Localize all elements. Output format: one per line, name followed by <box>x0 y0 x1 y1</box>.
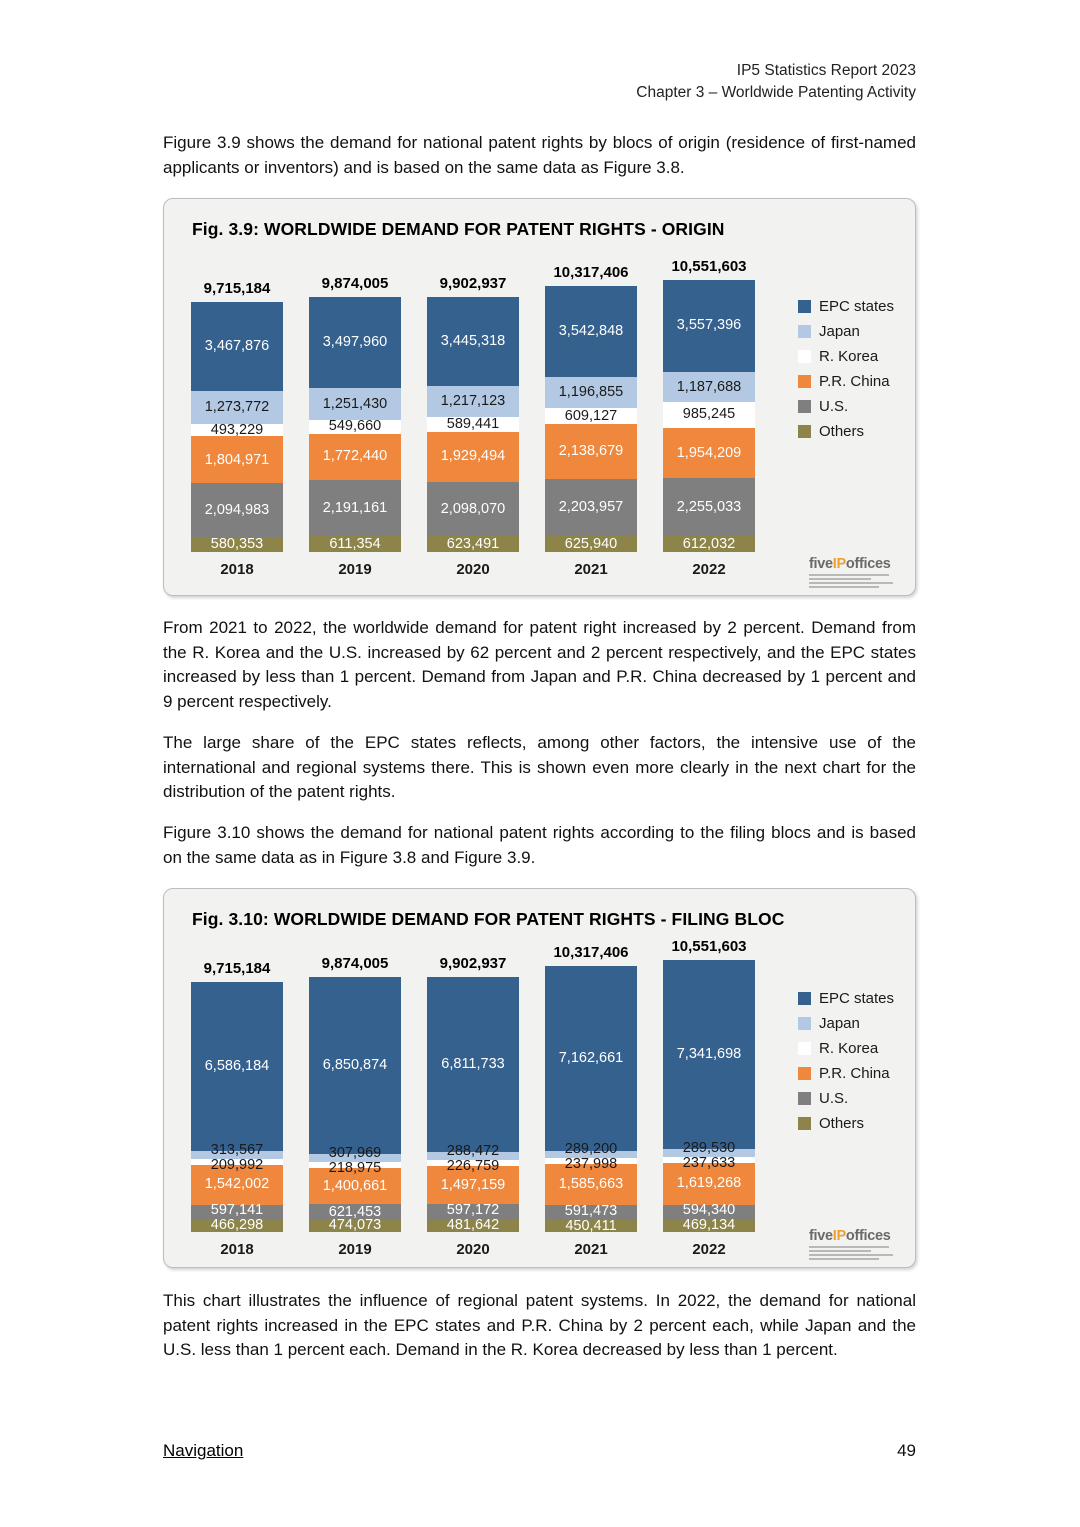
bar-total-label: 9,874,005 <box>321 275 389 293</box>
u-s-segment <box>191 483 283 537</box>
others-segment <box>663 1220 755 1232</box>
u-s-segment <box>663 478 755 536</box>
segment-value-label: 1,772,440 <box>322 448 388 465</box>
legend-label: EPC states <box>819 990 895 1007</box>
legend-label: U.S. <box>819 1090 849 1107</box>
segment-value-label: 1,217,123 <box>440 392 506 409</box>
u-s-segment <box>427 482 519 536</box>
logo-ip: IP <box>832 1228 846 1244</box>
legend-item-epc-states <box>798 990 894 1007</box>
legend-label: U.S. <box>819 398 849 415</box>
segment-value-label: 1,929,494 <box>440 448 506 465</box>
logo-five: five <box>809 556 833 572</box>
epc-states-segment <box>427 977 519 1153</box>
japan-swatch-icon <box>798 1017 811 1030</box>
navigation-link[interactable]: Navigation <box>163 1441 244 1460</box>
segment-value-label: 623,491 <box>446 535 500 552</box>
p-r-china-segment <box>191 436 283 483</box>
bar-total-label: 9,874,005 <box>321 955 389 973</box>
segment-value-label: 466,298 <box>210 1217 264 1234</box>
paragraph-fig10-intro: Figure 3.10 shows the demand for national patent rights according to the filing blocs and is based on the same data as in Figure 3.8 and Figure 3.9. <box>163 823 916 867</box>
segment-value-label: 1,400,661 <box>322 1177 388 1194</box>
epc-states-swatch-icon <box>798 992 811 1005</box>
stacked-bar <box>545 286 637 552</box>
japan-segment <box>427 386 519 417</box>
segment-value-label: 3,467,876 <box>204 337 270 354</box>
legend-label: Others <box>819 423 865 440</box>
bar-total-label: 10,317,406 <box>553 264 629 282</box>
bar-column <box>178 932 296 1258</box>
others-segment <box>427 536 519 552</box>
figure-3-9-legend <box>798 298 894 578</box>
figure-3-10-chart-card <box>163 888 916 1268</box>
others-swatch-icon <box>798 1117 811 1130</box>
segment-value-label: 1,804,971 <box>204 451 270 468</box>
legend-item-japan <box>798 1015 894 1032</box>
category-label: 2021 <box>574 1241 608 1258</box>
segment-value-label: 1,954,209 <box>676 444 742 461</box>
p-r-china-swatch-icon <box>798 375 811 388</box>
category-label: 2020 <box>456 561 490 578</box>
segment-value-label: 474,073 <box>328 1217 382 1234</box>
p-r-china-swatch-icon <box>798 1067 811 1080</box>
segment-value-label: 589,441 <box>446 416 500 433</box>
category-label: 2018 <box>220 1241 254 1258</box>
segment-value-label: 313,567 <box>210 1142 264 1159</box>
segment-value-label: 3,497,960 <box>322 334 388 351</box>
figure-3-10-stacked-bars <box>178 932 770 1258</box>
segment-value-label: 3,445,318 <box>440 332 506 349</box>
category-label: 2019 <box>338 561 372 578</box>
others-segment <box>191 1220 283 1232</box>
r-korea-swatch-icon <box>798 1042 811 1055</box>
segment-value-label: 7,162,661 <box>558 1050 624 1067</box>
report-title: IP5 Statistics Report 2023 <box>736 62 916 79</box>
legend-label: Japan <box>819 323 860 340</box>
segment-value-label: 1,497,159 <box>440 1176 506 1193</box>
stacked-bar <box>427 977 519 1232</box>
legend-item-u-s <box>798 398 894 415</box>
others-swatch-icon <box>798 425 811 438</box>
figure-3-9-chart-card <box>163 198 916 596</box>
legend-label: R. Korea <box>819 1040 879 1057</box>
segment-value-label: 1,251,430 <box>322 395 388 412</box>
segment-value-label: 7,341,698 <box>676 1046 742 1062</box>
segment-value-label: 237,633 <box>682 1155 736 1172</box>
legend-label: P.R. China <box>819 373 890 390</box>
segment-value-label: 2,191,161 <box>322 499 388 516</box>
segment-value-label: 594,340 <box>682 1202 736 1219</box>
segment-value-label: 612,032 <box>682 535 736 552</box>
segment-value-label: 218,975 <box>328 1159 382 1176</box>
segment-value-label: 2,094,983 <box>204 502 270 519</box>
segment-value-label: 597,141 <box>210 1202 264 1219</box>
figure-3-10-legend <box>798 990 894 1258</box>
segment-value-label: 591,473 <box>564 1202 618 1219</box>
logo-ip: IP <box>832 556 846 572</box>
epc-states-segment <box>191 302 283 391</box>
epc-states-segment <box>309 297 401 387</box>
bar-total-label: 10,551,603 <box>671 938 747 955</box>
stacked-bar <box>663 960 755 1232</box>
others-segment <box>427 1220 519 1232</box>
category-label: 2021 <box>574 561 608 578</box>
figure-3-9-plot-area <box>164 252 915 578</box>
stacked-bar <box>427 297 519 552</box>
stacked-bar <box>191 982 283 1232</box>
segment-value-label: 3,557,396 <box>676 317 742 333</box>
logo-fineprint-lines <box>809 1246 901 1260</box>
segment-value-label: 6,850,874 <box>322 1057 388 1074</box>
p-r-china-segment <box>309 434 401 480</box>
segment-value-label: 3,542,848 <box>558 323 624 340</box>
segment-value-label: 985,245 <box>682 406 736 423</box>
figure-3-10-title: Fig. 3.10: WORLDWIDE DEMAND FOR PATENT RIGHTS - FILING BLOC <box>192 909 785 929</box>
bar-column <box>296 252 414 578</box>
legend-item-r-korea <box>798 348 894 365</box>
legend-item-epc-states <box>798 298 894 315</box>
japan-swatch-icon <box>798 325 811 338</box>
u-s-segment <box>545 1205 637 1220</box>
legend-item-others <box>798 1115 894 1132</box>
figure-3-10-plot-area <box>164 932 915 1258</box>
epc-states-segment <box>545 966 637 1151</box>
segment-value-label: 289,530 <box>682 1140 736 1157</box>
legend-label: Others <box>819 1115 865 1132</box>
r-korea-segment <box>545 408 637 424</box>
epc-states-segment <box>663 960 755 1149</box>
u-s-swatch-icon <box>798 1092 811 1105</box>
u-s-segment <box>191 1205 283 1220</box>
logo-offices: offices <box>845 556 891 572</box>
segment-value-label: 237,998 <box>564 1156 618 1173</box>
segment-value-label: 1,187,688 <box>676 378 742 395</box>
category-label: 2022 <box>692 561 726 578</box>
bar-column <box>650 932 768 1258</box>
others-segment <box>309 1220 401 1232</box>
stacked-bar <box>545 966 637 1232</box>
others-segment <box>545 536 637 552</box>
segment-value-label: 1,273,772 <box>204 398 270 415</box>
segment-value-label: 469,134 <box>682 1217 736 1234</box>
bar-total-label: 10,317,406 <box>553 944 629 962</box>
japan-segment <box>427 1152 519 1159</box>
bar-total-label: 9,902,937 <box>439 954 507 972</box>
segment-value-label: 6,586,184 <box>204 1057 270 1074</box>
page-number: 49 <box>897 1441 916 1460</box>
legend-item-others <box>798 423 894 440</box>
japan-segment <box>545 377 637 408</box>
r-korea-segment <box>427 417 519 432</box>
legend-label: Japan <box>819 1015 860 1032</box>
five-ip-offices-logo <box>809 556 901 588</box>
segment-value-label: 611,354 <box>329 535 381 552</box>
segment-value-label: 625,940 <box>564 535 618 552</box>
r-korea-segment <box>309 420 401 434</box>
bar-column <box>650 252 768 578</box>
logo-fineprint-lines <box>809 574 901 588</box>
paragraph-growth-summary: From 2021 to 2022, the worldwide demand for patent right increased by 2 percent. Demand from the R. Korea and the U.S. increased by 62 percent and 2 percent respectively, and the EPC states increased by less than 1 percent. Demand from Japan and P.R. China decreased by 1 percent and 9 percent respectively. <box>163 618 916 711</box>
segment-value-label: 1,196,855 <box>558 384 624 401</box>
bar-total-label: 9,715,184 <box>203 959 271 977</box>
bar-total-label: 9,902,937 <box>439 274 507 292</box>
bar-column <box>532 932 650 1258</box>
p-r-china-segment <box>663 1163 755 1205</box>
epc-states-segment <box>309 977 401 1154</box>
segment-value-label: 493,229 <box>210 421 264 438</box>
logo-offices: offices <box>845 1228 891 1244</box>
segment-value-label: 2,098,070 <box>440 500 506 517</box>
japan-segment <box>663 372 755 403</box>
legend-item-p-r-china <box>798 1065 894 1082</box>
logo-five: five <box>809 1228 833 1244</box>
category-label: 2019 <box>338 1241 372 1258</box>
stacked-bar <box>191 302 283 552</box>
legend-item-u-s <box>798 1090 894 1107</box>
segment-value-label: 621,453 <box>328 1203 382 1220</box>
intro-paragraph: Figure 3.9 shows the demand for national patent rights by blocs of origin (residence of first-named applicants or inventors) and is based on the same data as Figure 3.8. <box>163 133 916 177</box>
others-segment <box>309 536 401 552</box>
others-segment <box>545 1220 637 1232</box>
category-label: 2018 <box>220 561 254 578</box>
segment-value-label: 209,992 <box>210 1157 264 1174</box>
five-ip-offices-logo-text <box>809 1228 901 1244</box>
bar-column <box>414 252 532 578</box>
segment-value-label: 1,585,663 <box>558 1176 624 1193</box>
japan-segment <box>663 1149 755 1156</box>
japan-segment <box>309 1154 401 1162</box>
legend-label: P.R. China <box>819 1065 890 1082</box>
p-r-china-segment <box>545 424 637 479</box>
segment-value-label: 580,353 <box>210 536 264 553</box>
segment-value-label: 226,759 <box>446 1157 500 1174</box>
p-r-china-segment <box>309 1168 401 1204</box>
epc-states-segment <box>545 286 637 377</box>
five-ip-offices-logo-text <box>809 556 901 572</box>
stacked-bar <box>309 297 401 552</box>
epc-states-swatch-icon <box>798 300 811 313</box>
r-korea-segment <box>191 424 283 437</box>
epc-states-segment <box>663 280 755 372</box>
segment-value-label: 1,619,268 <box>676 1174 742 1191</box>
page-header <box>163 60 916 104</box>
legend-item-r-korea <box>798 1040 894 1057</box>
legend-item-p-r-china <box>798 373 894 390</box>
epc-states-segment <box>191 982 283 1152</box>
segment-value-label: 450,411 <box>565 1217 617 1234</box>
segment-value-label: 288,472 <box>446 1142 500 1159</box>
segment-value-label: 2,255,033 <box>676 499 742 516</box>
segment-value-label: 307,969 <box>328 1144 382 1161</box>
bar-column <box>414 932 532 1258</box>
japan-segment <box>191 1151 283 1159</box>
p-r-china-segment <box>427 1166 519 1205</box>
p-r-china-segment <box>663 428 755 478</box>
others-segment <box>191 537 283 552</box>
segment-value-label: 2,203,957 <box>558 499 624 516</box>
segment-value-label: 6,811,733 <box>441 1055 505 1072</box>
segment-value-label: 609,127 <box>564 407 618 424</box>
u-s-segment <box>309 480 401 536</box>
figure-3-9-stacked-bars <box>178 252 770 578</box>
figure-3-9-title: Fig. 3.9: WORLDWIDE DEMAND FOR PATENT RIGHTS - ORIGIN <box>192 219 725 239</box>
r-korea-segment <box>663 402 755 427</box>
paragraph-epc-share: The large share of the EPC states reflects, among other factors, the intensive use of the international and regional systems there. This is shown even more clearly in the next chart for the distribution of the patent rights. <box>163 733 916 801</box>
bar-total-label: 9,715,184 <box>203 279 271 297</box>
others-segment <box>663 536 755 552</box>
segment-value-label: 549,660 <box>328 418 382 435</box>
segment-value-label: 1,542,002 <box>204 1175 270 1192</box>
bar-column <box>532 252 650 578</box>
segment-value-label: 597,172 <box>446 1202 500 1219</box>
segment-value-label: 289,200 <box>564 1141 618 1158</box>
five-ip-offices-logo <box>809 1228 901 1260</box>
bar-column <box>296 932 414 1258</box>
bar-total-label: 10,551,603 <box>671 258 747 275</box>
p-r-china-segment <box>427 432 519 482</box>
japan-segment <box>191 391 283 424</box>
japan-segment <box>545 1151 637 1158</box>
r-korea-swatch-icon <box>798 350 811 363</box>
u-s-segment <box>663 1205 755 1220</box>
segment-value-label: 481,642 <box>446 1217 500 1234</box>
u-s-swatch-icon <box>798 400 811 413</box>
p-r-china-segment <box>545 1164 637 1205</box>
legend-label: R. Korea <box>819 348 879 365</box>
category-label: 2022 <box>692 1241 726 1258</box>
paragraph-fig10-summary: This chart illustrates the influence of regional patent systems. In 2022, the demand for national patent rights increased in the EPC states and P.R. China by 2 percent each, while Japan and the U.S. less than 1 percent each. Demand in the R. Korea decreased by less than 1 percent. <box>163 1291 916 1359</box>
segment-value-label: 2,138,679 <box>558 442 624 459</box>
p-r-china-segment <box>191 1165 283 1205</box>
bar-column <box>178 252 296 578</box>
u-s-segment <box>309 1204 401 1220</box>
u-s-segment <box>427 1204 519 1219</box>
stacked-bar <box>663 280 755 552</box>
legend-label: EPC states <box>819 298 895 315</box>
stacked-bar <box>309 977 401 1232</box>
chapter-title: Chapter 3 – Worldwide Patenting Activity <box>636 84 916 101</box>
u-s-segment <box>545 479 637 536</box>
category-label: 2020 <box>456 1241 490 1258</box>
legend-item-japan <box>798 323 894 340</box>
epc-states-segment <box>427 297 519 386</box>
japan-segment <box>309 388 401 420</box>
